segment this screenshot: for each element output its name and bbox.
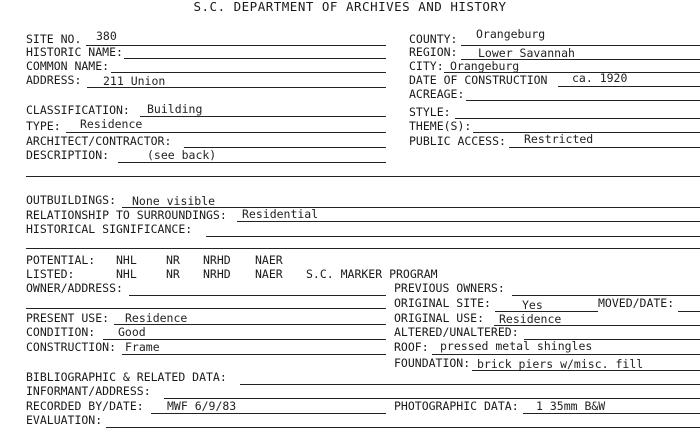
region-label: REGION:	[409, 45, 458, 59]
region-value: Lower Savannah	[478, 46, 575, 60]
description-line	[118, 162, 386, 163]
photographic-data-label: PHOTOGRAPHIC DATA:	[394, 399, 519, 413]
moved-date-line	[678, 311, 700, 312]
original-use-value: Residence	[499, 312, 562, 326]
bibliographic-label: BIBLIOGRAPHIC & RELATED DATA:	[26, 370, 227, 384]
historic-name-line	[124, 58, 386, 59]
evaluation-label: EVALUATION:	[26, 413, 103, 427]
altered-label: ALTERED/UNALTERED:	[394, 325, 519, 339]
outbuildings-label: OUTBUILDINGS:	[26, 193, 117, 207]
acreage-line	[466, 100, 700, 101]
listed-label: LISTED:	[26, 267, 75, 281]
date-of-construction-label: DATE OF CONSTRUCTION	[409, 73, 548, 87]
style-label: STYLE:	[409, 105, 451, 119]
evaluation-line	[106, 427, 700, 428]
date-of-construction-line	[558, 86, 700, 87]
classification-label: CLASSIFICATION:	[26, 103, 130, 117]
recorded-by-value: MWF 6/9/83	[167, 399, 237, 413]
relationship-line	[237, 221, 700, 222]
type-line	[66, 132, 386, 133]
relationship-value: Residential	[242, 207, 319, 221]
owner-address-label: OWNER/ADDRESS:	[26, 281, 123, 295]
potential-code-naer: NAER	[255, 253, 283, 267]
theme-label: THEME(S):	[409, 119, 472, 133]
common-name-line	[111, 72, 386, 73]
county-value: Orangeburg	[476, 27, 546, 41]
city-value: Orangeburg	[450, 59, 520, 73]
potential-code-nr: NR	[166, 253, 180, 267]
significance-rule-1	[26, 248, 700, 249]
public-access-line	[509, 147, 700, 148]
public-access-value: Restricted	[524, 132, 594, 146]
roof-label: ROOF:	[394, 340, 429, 354]
construction-value: Frame	[125, 340, 160, 354]
public-access-label: PUBLIC ACCESS:	[409, 134, 506, 148]
address-label: ADDRESS:	[26, 73, 82, 87]
foundation-value: brick piers w/misc. fill	[477, 357, 644, 371]
owner-address-line	[129, 295, 386, 296]
type-value: Residence	[80, 117, 143, 131]
description-rule-1	[26, 176, 700, 177]
present-use-line	[114, 324, 386, 325]
bibliographic-line	[240, 384, 700, 385]
sc-marker-program-label: S.C. MARKER PROGRAM	[306, 267, 438, 281]
potential-label: POTENTIAL:	[26, 253, 96, 267]
owner-address-line-2	[26, 308, 386, 309]
type-label: TYPE:	[26, 119, 61, 133]
potential-code-nrhd: NRHD	[203, 253, 231, 267]
original-use-line	[494, 325, 700, 326]
listed-code-nrhd: NRHD	[203, 267, 231, 281]
moved-date-label: MOVED/DATE:	[598, 296, 675, 310]
original-site-value: Yes	[522, 298, 543, 312]
common-name-label: COMMON NAME:	[26, 59, 110, 73]
site-no-line	[86, 45, 386, 46]
listed-code-nhl: NHL	[116, 267, 137, 281]
acreage-label: ACREAGE:	[409, 87, 465, 101]
site-no-value: 380	[96, 29, 117, 43]
original-use-label: ORIGINAL USE:	[394, 311, 485, 325]
photographic-data-line	[523, 413, 700, 414]
previous-owners-label: PREVIOUS OWNERS:	[394, 281, 505, 295]
classification-line	[140, 116, 386, 117]
date-of-construction-value: ca. 1920	[572, 71, 628, 85]
style-line	[455, 118, 700, 119]
informant-label: INFORMANT/ADDRESS:	[26, 384, 151, 398]
listed-code-naer: NAER	[255, 267, 283, 281]
significance-label: HISTORICAL SIGNIFICANCE:	[26, 222, 193, 236]
photographic-data-value: 1 35mm B&W	[536, 399, 606, 413]
recorded-by-label: RECORDED BY/DATE:	[26, 399, 144, 413]
roof-line	[432, 354, 700, 355]
potential-code-nhl: NHL	[116, 253, 137, 267]
address-line	[87, 87, 386, 88]
description-label: DESCRIPTION:	[26, 148, 110, 162]
outbuildings-value: None visible	[132, 194, 216, 208]
present-use-value: Residence	[125, 311, 188, 325]
site-no-label: SITE NO.	[26, 32, 82, 46]
construction-line	[122, 354, 386, 355]
relationship-label: RELATIONSHIP TO SURROUNDINGS:	[26, 208, 227, 222]
roof-value: pressed metal shingles	[440, 339, 593, 353]
present-use-label: PRESENT USE:	[26, 311, 110, 325]
description-value: (see back)	[147, 148, 217, 162]
listed-code-nr: NR	[166, 267, 180, 281]
significance-line	[206, 236, 700, 237]
condition-label: CONDITION:	[26, 325, 96, 339]
form-title: S.C. DEPARTMENT OF ARCHIVES AND HISTORY	[193, 0, 507, 14]
foundation-label: FOUNDATION:	[394, 356, 471, 370]
classification-value: Building	[147, 102, 203, 116]
construction-label: CONSTRUCTION:	[26, 340, 117, 354]
condition-value: Good	[118, 325, 146, 339]
county-label: COUNTY:	[409, 32, 458, 46]
architect-label: ARCHITECT/CONTRACTOR:	[26, 134, 172, 148]
historic-name-label: HISTORIC NAME:	[26, 45, 123, 59]
original-site-label: ORIGINAL SITE:	[394, 296, 491, 310]
address-value: 211 Union	[103, 74, 166, 88]
foundation-line	[472, 370, 700, 371]
recorded-by-line	[151, 413, 386, 414]
city-label: CITY:	[409, 59, 444, 73]
